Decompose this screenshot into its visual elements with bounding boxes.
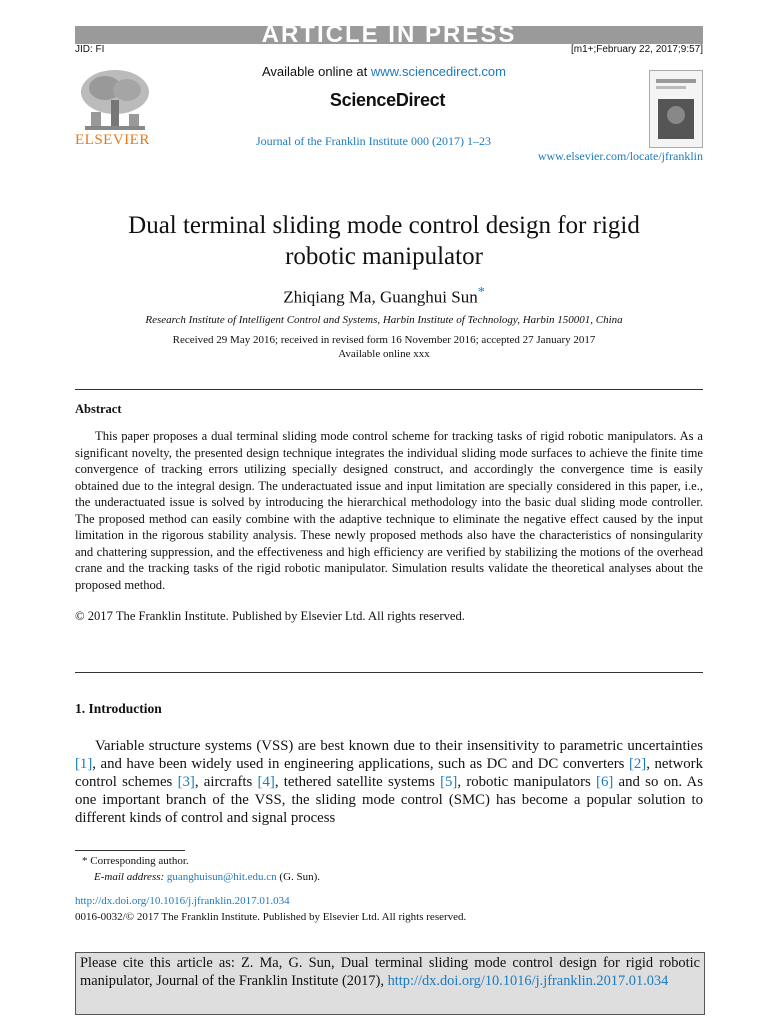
timestamp-label: [m1+;February 22, 2017;9:57] — [570, 44, 703, 55]
citation-text: Please cite this article as: Z. Ma, G. Sun, Dual terminal sliding mode control design for rigid robotic manipulator, Journal of the Franklin Institute (2017), — [80, 955, 700, 989]
sciencedirect-logo: ScienceDirect — [329, 90, 446, 110]
ref-link-3[interactable]: [3] — [177, 774, 195, 790]
title-line-1: Dual terminal sliding mode control design for rigid — [128, 212, 640, 239]
abstract-copyright: © 2017 The Franklin Institute. Published by Elsevier Ltd. All rights reserved. — [75, 609, 465, 623]
intro-text: , tethered satellite systems — [274, 774, 441, 790]
introduction-paragraph — [75, 737, 703, 827]
footnote-divider — [75, 850, 185, 851]
citation-doi-link[interactable]: http://dx.doi.org/10.1016/j.jfranklin.2017.01.034 — [387, 972, 669, 989]
article-title — [60, 210, 708, 272]
corresponding-author-mark[interactable]: * — [477, 284, 485, 300]
elsevier-wordmark: ELSEVIER — [75, 132, 150, 148]
intro-text: , and have been widely used in engineering applications, such as DC and DC converters — [92, 756, 629, 772]
email-suffix: (G. Sun). — [276, 871, 321, 883]
issn-copyright: 0016-0032/© 2017 The Franklin Institute. Published by Elsevier Ltd. All rights reserved. — [75, 911, 467, 923]
ref-link-6[interactable]: [6] — [596, 774, 614, 790]
affiliation: Research Institute of Intelligent Control and Systems, Harbin Institute of Technology, Harbin 150001, China — [145, 314, 623, 326]
doi-link[interactable]: http://dx.doi.org/10.1016/j.jfranklin.2017.01.034 — [75, 895, 290, 907]
corresponding-author-note: * Corresponding author. — [82, 855, 189, 867]
article-dates — [0, 333, 768, 361]
intro-text: , robotic manipulators — [457, 774, 597, 790]
jid-label: JID: FI — [75, 44, 105, 55]
ref-link-5[interactable]: [5] — [440, 774, 458, 790]
dates-received: Received 29 May 2016; received in revised form 16 November 2016; accepted 27 January 2017 — [172, 334, 596, 346]
intro-text: , network control schemes — [75, 756, 703, 790]
article-in-press-banner: ARTICLE IN PRESS — [75, 26, 703, 44]
ref-link-2[interactable]: [2] — [628, 756, 647, 772]
journal-cover-thumbnail — [649, 70, 703, 148]
introduction-heading: 1. Introduction — [75, 701, 162, 716]
journal-reference-link[interactable]: Journal of the Franklin Institute 000 (2017) 1–23 — [256, 134, 491, 148]
ref-link-1[interactable]: [1] — [75, 756, 93, 772]
sciencedirect-link[interactable]: www.sciencedirect.com — [370, 64, 506, 79]
abstract-body: This paper proposes a dual terminal sliding mode control scheme for tracking tasks of rigid robotic manipulators. As a significant novelty, the presented design technique integrates the individual sliding mode surfaces to achieve the finite time convergence of tracking errors utilizing specially designed construct, and accordingly the convergence time is easily obtained due to the integral design. The underactuated issue and input limitation are specially considered in this paper, i.e., the underactuated issue is solved by introducing the hierarchical methodology into the basic dual sliding mode controller. The proposed method can easily combine with the adaptive technique to eliminate the negative effect caused by the input limitation in the rigorous stability analysis. These newly proposed methods also have the characteristics of nonsingularity and chattering suppression, and the effectiveness and high efficiency are verified by stabilizing the motions of the overhead crane and the tracking tasks of the rigid robotic manipulator. Simulation results validate the theoretical analyses about the proposed method. — [75, 429, 703, 592]
journal-homepage-link[interactable]: www.elsevier.com/locate/jfranklin — [537, 149, 703, 163]
email-link[interactable]: guanghuisun@hit.edu.cn — [166, 871, 277, 883]
divider-top — [75, 389, 703, 390]
available-prefix: Available online at — [261, 64, 371, 79]
author-names: Zhiqiang Ma, Guanghui Sun — [283, 287, 478, 307]
divider-bottom — [75, 672, 703, 673]
citation-box — [75, 952, 705, 1015]
intro-text: and so on. As one important branch of the VSS, the sliding mode control (SMC) has become a popular solution to different kinds of control and signal process — [75, 774, 703, 826]
intro-text: , aircrafts — [194, 774, 258, 790]
email-note — [94, 871, 320, 883]
intro-text: Variable structure systems (VSS) are best known due to their insensitivity to parametric uncertainties — [95, 738, 703, 754]
author-list — [0, 284, 768, 308]
email-label: E-mail address: — [94, 871, 167, 883]
dates-online: Available online xxx — [338, 348, 430, 360]
abstract-heading: Abstract — [75, 402, 122, 416]
title-line-2: robotic manipulator — [285, 243, 483, 270]
ref-link-4[interactable]: [4] — [257, 774, 275, 790]
